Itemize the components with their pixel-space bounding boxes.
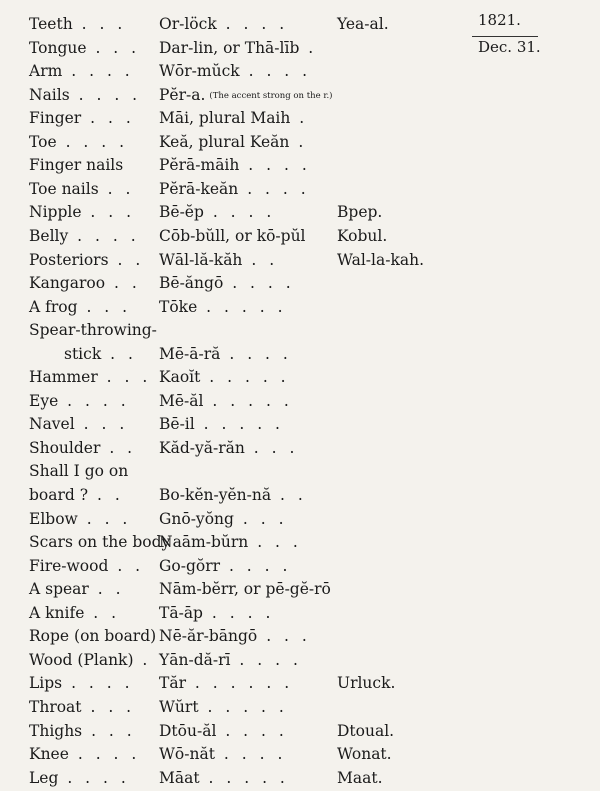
leader-dots: . . . — [244, 438, 299, 457]
native-word: Yān-dă-rī — [159, 650, 231, 669]
leader-dots: . . . . — [68, 745, 141, 764]
leader-dots: . . — [242, 250, 279, 269]
vocabulary-row — [0, 718, 600, 744]
english-term — [29, 718, 155, 744]
leader-dots: . . . . — [220, 344, 292, 363]
vocabulary-row — [0, 411, 600, 437]
english-term — [29, 176, 155, 202]
english-term — [29, 458, 155, 484]
leader-dots: . . — [88, 486, 124, 504]
native-word: Tăr — [159, 674, 186, 693]
english-term — [29, 506, 155, 532]
native-term — [159, 58, 331, 84]
english-term — [29, 35, 155, 61]
leader-dots: . . . . — [238, 179, 310, 198]
leader-dots: . . . . — [58, 391, 130, 410]
english-word: Thighs — [29, 721, 83, 740]
native-term — [159, 718, 331, 744]
leader-dots: . . . . — [203, 203, 276, 222]
leader-dots: . — [133, 650, 152, 669]
vocabulary-row — [0, 152, 600, 178]
vocabulary-row — [0, 623, 600, 649]
margin-year: 1821. — [478, 11, 521, 29]
native-term — [159, 35, 331, 61]
vocabulary-row — [0, 105, 600, 131]
english-term — [29, 482, 155, 508]
english-word: Throat — [29, 697, 82, 716]
leader-dots: . . . . — [69, 85, 142, 104]
vocabulary-row — [0, 317, 600, 343]
english-word: Leg — [29, 768, 59, 787]
alternate-spelling: Wonat. — [337, 745, 392, 764]
leader-dots: . . . . — [62, 62, 134, 81]
vocabulary-row — [0, 388, 600, 414]
leader-dots: . . . . — [216, 15, 289, 33]
native-term — [159, 506, 331, 532]
alternate-spelling: Bpep. — [337, 203, 383, 222]
native-term — [159, 199, 331, 225]
native-term — [159, 129, 331, 155]
english-term — [29, 105, 155, 131]
vocabulary-row — [0, 35, 600, 61]
alternate-spelling: Yea-al. — [337, 15, 389, 33]
leader-dots: . . . — [77, 297, 132, 316]
vocabulary-row — [0, 129, 600, 155]
vocabulary-row — [0, 82, 600, 108]
leader-dots: . . . — [81, 109, 135, 128]
vocabulary-row — [0, 176, 600, 202]
leader-dots: . . . — [74, 415, 129, 434]
leader-dots: . . . . — [216, 721, 288, 740]
native-term — [159, 364, 331, 390]
english-term — [29, 199, 155, 225]
leader-dots: . . . — [77, 509, 132, 528]
native-word: Mē-ăl — [159, 391, 204, 410]
english-word: Rope (on board) — [29, 627, 157, 646]
native-word: Wōr-mŭck — [159, 62, 240, 81]
vocabulary-row — [0, 765, 600, 791]
pronunciation-note: (The accent strong on the r.) — [209, 90, 333, 101]
native-word: Wāl-lă-kăh — [159, 250, 243, 269]
native-word: Nām-bĕrr, or pē-gĕ-rō — [159, 580, 331, 599]
leader-dots: . . . . — [239, 62, 312, 81]
vocabulary-row — [0, 223, 600, 249]
vocabulary-row — [0, 670, 600, 696]
english-term — [29, 58, 155, 84]
english-word: Wood (Plank) — [29, 650, 134, 669]
leader-dots: . . — [100, 438, 137, 457]
english-term — [29, 152, 155, 178]
leader-dots: . . . . — [220, 556, 292, 575]
native-word: Nē-ăr-bāngō — [159, 627, 258, 646]
leader-dots: . . . . — [56, 132, 129, 151]
english-term — [29, 294, 155, 320]
english-word: Eye — [29, 391, 59, 410]
native-word: Bo-kĕn-yĕn-nă — [159, 486, 272, 504]
native-term — [159, 623, 331, 649]
english-word: Fire-wood — [29, 556, 109, 575]
native-term — [159, 247, 331, 273]
leader-dots: . . . — [72, 15, 127, 33]
vocabulary-row — [0, 529, 600, 555]
leader-dots: . . . — [81, 697, 136, 716]
english-term — [29, 765, 155, 791]
english-term — [29, 576, 155, 602]
vocabulary-row — [0, 58, 600, 84]
native-word: Dtōu-ăl — [159, 721, 217, 740]
native-term — [159, 82, 331, 108]
leader-dots: . . . . . — [194, 415, 284, 434]
english-word: Toe nails — [29, 179, 99, 198]
english-word: Scars on the body — [29, 533, 171, 552]
native-term — [159, 741, 331, 767]
leader-dots: . . — [108, 556, 145, 575]
english-term — [29, 623, 155, 649]
vocabulary-row — [0, 694, 600, 720]
native-term — [159, 529, 331, 555]
english-term — [29, 82, 155, 108]
english-term — [29, 741, 155, 767]
english-word: A spear — [29, 580, 89, 599]
leader-dots: . . — [101, 344, 137, 363]
vocabulary-row — [0, 576, 600, 602]
leader-dots: . . . . . — [203, 391, 293, 410]
native-term — [159, 482, 331, 508]
english-word: Shall I go on — [29, 462, 129, 481]
english-term — [29, 647, 155, 673]
leader-dots: . . . — [86, 38, 141, 57]
leader-dots: . . . . — [202, 603, 275, 622]
english-word: Shoulder — [29, 438, 101, 457]
native-term — [159, 576, 331, 602]
leader-dots: . . . . . — [197, 297, 287, 316]
english-word: Hammer — [29, 368, 98, 387]
english-word: Teeth — [29, 15, 73, 33]
native-word: Bē-ăngō — [159, 274, 224, 293]
english-term — [29, 129, 155, 155]
vocabulary-row — [0, 553, 600, 579]
native-term — [159, 435, 331, 461]
english-term — [29, 553, 155, 579]
alternate-spelling: Urluck. — [337, 674, 396, 693]
english-word: Kangaroo — [29, 274, 106, 293]
leader-dots: . . . — [82, 721, 136, 740]
english-word: Toe — [29, 132, 57, 151]
vocabulary-row — [0, 458, 600, 484]
native-term — [159, 294, 331, 320]
english-term — [29, 411, 155, 437]
native-term — [159, 270, 331, 296]
english-word: Knee — [29, 745, 69, 764]
english-term — [29, 364, 155, 390]
native-term — [159, 647, 331, 673]
english-word: Spear-throwing- — [29, 321, 157, 340]
vocabulary-row — [0, 482, 600, 508]
english-word: A frog — [29, 297, 78, 316]
native-word: Cōb-bŭll, or kō-pŭl — [159, 226, 306, 245]
leader-dots: . . — [108, 250, 145, 269]
native-word: Wŭrt — [159, 697, 199, 716]
leader-dots: . . . . — [214, 745, 287, 764]
english-term — [29, 11, 155, 37]
vocabulary-row — [0, 341, 600, 367]
native-word: Naām-bŭrn — [159, 533, 249, 552]
english-term — [29, 600, 155, 626]
alternate-spelling: Maat. — [337, 768, 383, 787]
leader-dots: . . . . . — [200, 368, 290, 387]
native-term — [159, 694, 331, 720]
english-word: Navel — [29, 415, 75, 434]
english-word: Finger nails — [29, 156, 124, 175]
leader-dots: . . — [105, 274, 141, 293]
vocabulary-row — [0, 11, 600, 37]
native-term — [159, 11, 331, 37]
native-word: Go-gŏrr — [159, 556, 221, 575]
leader-dots: . . — [88, 580, 125, 599]
native-word: Pĕr-a. — [159, 85, 206, 104]
native-word: Pĕrā-keăn — [159, 179, 239, 198]
leader-dots: . — [299, 38, 318, 57]
english-word: Tongue — [29, 38, 87, 57]
english-term — [29, 670, 155, 696]
english-word: board ? — [29, 486, 89, 504]
leader-dots: . . — [98, 179, 135, 198]
native-term — [159, 553, 331, 579]
native-term — [159, 105, 331, 131]
leader-dots: . — [290, 109, 309, 128]
leader-dots: . . . . — [68, 226, 140, 245]
native-term — [159, 223, 331, 249]
vocabulary-row — [0, 600, 600, 626]
leader-dots: . . . . — [230, 650, 302, 669]
native-word: Keă, plural Keăn — [159, 132, 290, 151]
native-word: Dar-lin, or Thā-līb — [159, 38, 300, 57]
leader-dots: . . . . . — [198, 697, 288, 716]
leader-dots: . . . . — [58, 768, 130, 787]
english-word: Lips — [29, 674, 63, 693]
leader-dots: . . . . — [239, 156, 311, 175]
native-word: Bē-il — [159, 415, 195, 434]
english-word: Finger — [29, 109, 82, 128]
english-word: Elbow — [29, 509, 78, 528]
vocabulary-row — [0, 247, 600, 273]
alternate-spelling: Dtoual. — [337, 721, 395, 740]
english-term — [29, 529, 171, 555]
leader-dots: . . . — [233, 509, 288, 528]
native-word: Kaoĭt — [159, 368, 201, 387]
native-term — [159, 388, 331, 414]
english-word: Arm — [29, 62, 63, 81]
native-word: Māat — [159, 768, 200, 787]
english-word: Belly — [29, 226, 69, 245]
native-term — [159, 765, 331, 791]
leader-dots: . . . . . — [199, 768, 289, 787]
native-term — [159, 600, 331, 626]
native-word: Māi, plural Maih — [159, 109, 291, 128]
english-word: stick — [64, 344, 102, 363]
leader-dots: . . . — [257, 627, 311, 646]
leader-dots: . . . — [97, 368, 152, 387]
english-term — [29, 247, 155, 273]
english-term — [29, 694, 155, 720]
margin-date: Dec. 31. — [478, 38, 541, 56]
leader-dots: . . — [84, 603, 121, 622]
native-word: Wō-năt — [159, 745, 215, 764]
english-term — [29, 270, 155, 296]
native-word: Bē-ĕp — [159, 203, 204, 222]
native-term — [159, 341, 331, 367]
alternate-spelling: Kobul. — [337, 226, 388, 245]
leader-dots: . . . . — [62, 674, 134, 693]
leader-dots: . . . . . . — [186, 674, 294, 693]
english-word: A knife — [29, 603, 85, 622]
native-word: Kăd-yă-răn — [159, 438, 245, 457]
vocabulary-row — [0, 294, 600, 320]
english-term — [29, 388, 155, 414]
native-word: Pĕrā-māih — [159, 156, 240, 175]
vocabulary-row — [0, 199, 600, 225]
english-word: Nails — [29, 85, 70, 104]
vocabulary-row — [0, 741, 600, 767]
native-word: Mē-ā-ră — [159, 344, 221, 363]
vocabulary-row — [0, 270, 600, 296]
english-term — [29, 223, 155, 249]
leader-dots: . . — [271, 486, 307, 504]
native-term — [159, 670, 331, 696]
leader-dots: . . . — [248, 533, 302, 552]
leader-dots: . . . — [81, 203, 136, 222]
vocabulary-row — [0, 647, 600, 673]
vocabulary-row — [0, 364, 600, 390]
native-word: Tā-āp — [159, 603, 203, 622]
alternate-spelling: Wal-la-kah. — [337, 250, 424, 269]
native-term — [159, 411, 331, 437]
native-term — [159, 152, 331, 178]
native-word: Gnō-yŏng — [159, 509, 234, 528]
english-term — [29, 435, 155, 461]
english-word: Posteriors — [29, 250, 109, 269]
leader-dots: . — [289, 132, 308, 151]
vocabulary-row — [0, 506, 600, 532]
native-word: Tōke — [159, 297, 198, 316]
native-term — [159, 176, 331, 202]
english-word: Nipple — [29, 203, 82, 222]
native-word: Or-löck — [159, 15, 217, 33]
leader-dots: . . . . — [223, 274, 295, 293]
english-term — [29, 317, 155, 343]
vocabulary-row — [0, 435, 600, 461]
